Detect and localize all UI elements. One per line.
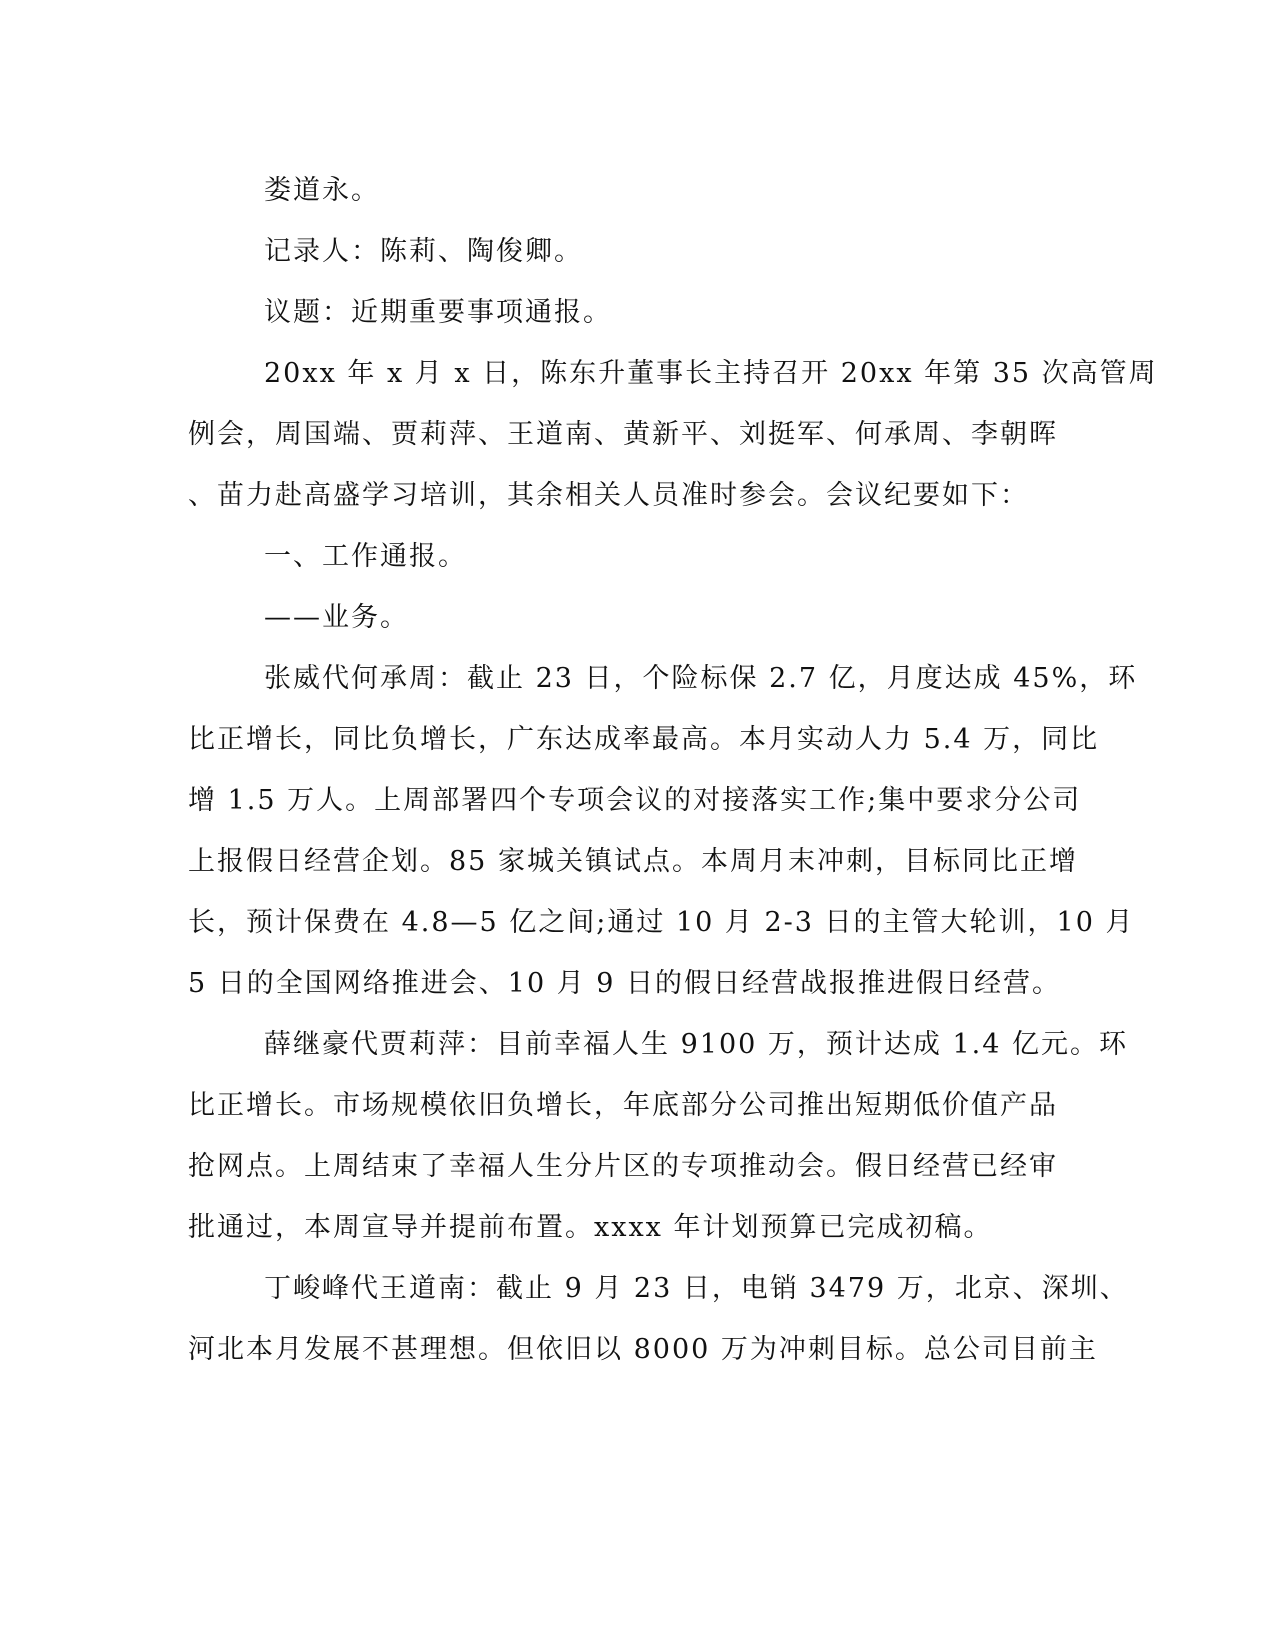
text-line: 例会，周国端、贾莉萍、王道南、黄新平、刘挺军、何承周、李朝晖 [188,419,1058,450]
text-line: 一、工作通报。 [264,541,467,572]
text-line: 20xx 年 x 月 x 日，陈东升董事长主持召开 20xx 年第 35 次高管周 [264,358,1158,389]
text-line: 河北本月发展不甚理想。但依旧以 8000 万为冲刺目标。总公司目前主 [188,1334,1098,1365]
text-line: 比正增长。市场规模依旧负增长，年底部分公司推出短期低价值产品 [188,1090,1058,1121]
text-line: 增 1.5 万人。上周部署四个专项会议的对接落实工作;集中要求分公司 [188,785,1082,816]
text-line: 丁峻峰代王道南：截止 9 月 23 日，电销 3479 万，北京、深圳、 [264,1273,1129,1304]
document-body [188,160,1158,1380]
text-line: 记录人：陈莉、陶俊卿。 [264,236,583,267]
text-line: ——业务。 [264,602,409,633]
text-line: 长，预计保费在 4.8—5 亿之间;通过 10 月 2-3 日的主管大轮训，10 月 [188,907,1135,938]
text-line: 上报假日经营企划。85 家城关镇试点。本周月末冲刺，目标同比正增 [188,846,1078,877]
text-line: 比正增长，同比负增长，广东达成率最高。本月实动人力 5.4 万，同比 [188,724,1100,755]
text-line: 薛继豪代贾莉萍：目前幸福人生 9100 万，预计达成 1.4 亿元。环 [264,1029,1128,1060]
text-line: 、苗力赴高盛学习培训，其余相关人员准时参会。会议纪要如下： [188,480,1029,511]
text-line: 抢网点。上周结束了幸福人生分片区的专项推动会。假日经营已经审 [188,1151,1058,1182]
text-line: 议题：近期重要事项通报。 [264,297,612,328]
text-line: 张威代何承周：截止 23 日，个险标保 2.7 亿，月度达成 45%，环 [264,663,1138,694]
text-line: 5 日的全国网络推进会、10 月 9 日的假日经营战报推进假日经营。 [188,968,1062,999]
text-line: 娄道永。 [264,175,380,206]
text-line: 批通过，本周宣导并提前布置。xxxx 年计划预算已完成初稿。 [188,1212,993,1243]
